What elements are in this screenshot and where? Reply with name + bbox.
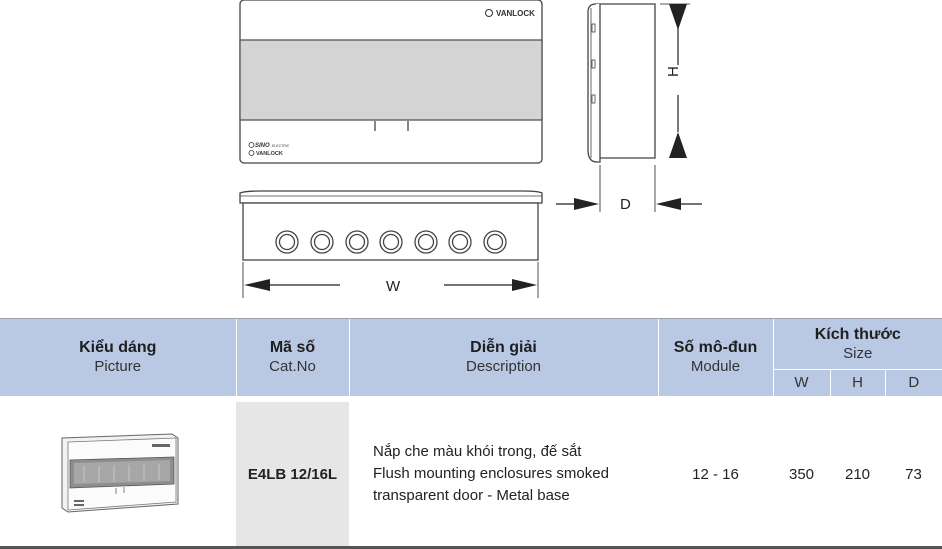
header-d: D (885, 369, 942, 396)
header-description (349, 319, 658, 396)
header-size-en: Size (843, 344, 873, 362)
header-picture (0, 319, 236, 396)
header-desc-vi: Diễn giải (470, 339, 537, 357)
header-w: W (773, 369, 830, 396)
product-thumbnail-image (54, 426, 182, 518)
product-spec-table (0, 319, 942, 547)
header-picture-en: Picture (94, 358, 142, 376)
table-row (0, 402, 942, 547)
header-cat-en: Cat.No (269, 358, 316, 376)
product-picture-cell (0, 402, 236, 547)
depth-label: D (620, 196, 631, 213)
height-value-cell: 210 (844, 465, 871, 483)
header-module (658, 319, 773, 396)
side-view (588, 4, 655, 162)
height-label: H (665, 66, 682, 77)
front-brand-logo: VANLOCK (496, 9, 535, 18)
header-size (773, 319, 942, 369)
header-module-en: Module (690, 358, 741, 376)
module-cell: 12 - 16 (692, 465, 739, 483)
vanlock-small-logo: VANLOCK (256, 151, 283, 157)
header-desc-en: Description (465, 358, 542, 376)
width-value-cell: 350 (788, 465, 815, 483)
description-line-en-2: transparent door - Metal base (373, 487, 570, 504)
width-label: W (386, 278, 401, 295)
sino-logo: SINO (255, 143, 270, 149)
header-h: H (830, 369, 885, 396)
height-dimension (660, 4, 690, 158)
description-line-vi: Nắp che màu khói trong, đế sắt (373, 443, 582, 460)
description-cell (349, 402, 658, 547)
header-picture-vi: Kiểu dáng (79, 339, 157, 357)
front-view (240, 0, 542, 163)
depth-value-cell: 73 (905, 465, 922, 483)
sino-electric-text: ELECTRIC (272, 144, 290, 148)
header-cat-vi: Mã số (269, 339, 316, 357)
description-line-en-1: Flush mounting enclosures smoked (373, 465, 609, 482)
header-cat-no (236, 319, 349, 396)
header-module-vi: Số mô-đun (673, 339, 758, 357)
header-size-vi: Kích thước (814, 325, 901, 343)
cat-no-cell: E4LB 12/16L (236, 402, 349, 547)
